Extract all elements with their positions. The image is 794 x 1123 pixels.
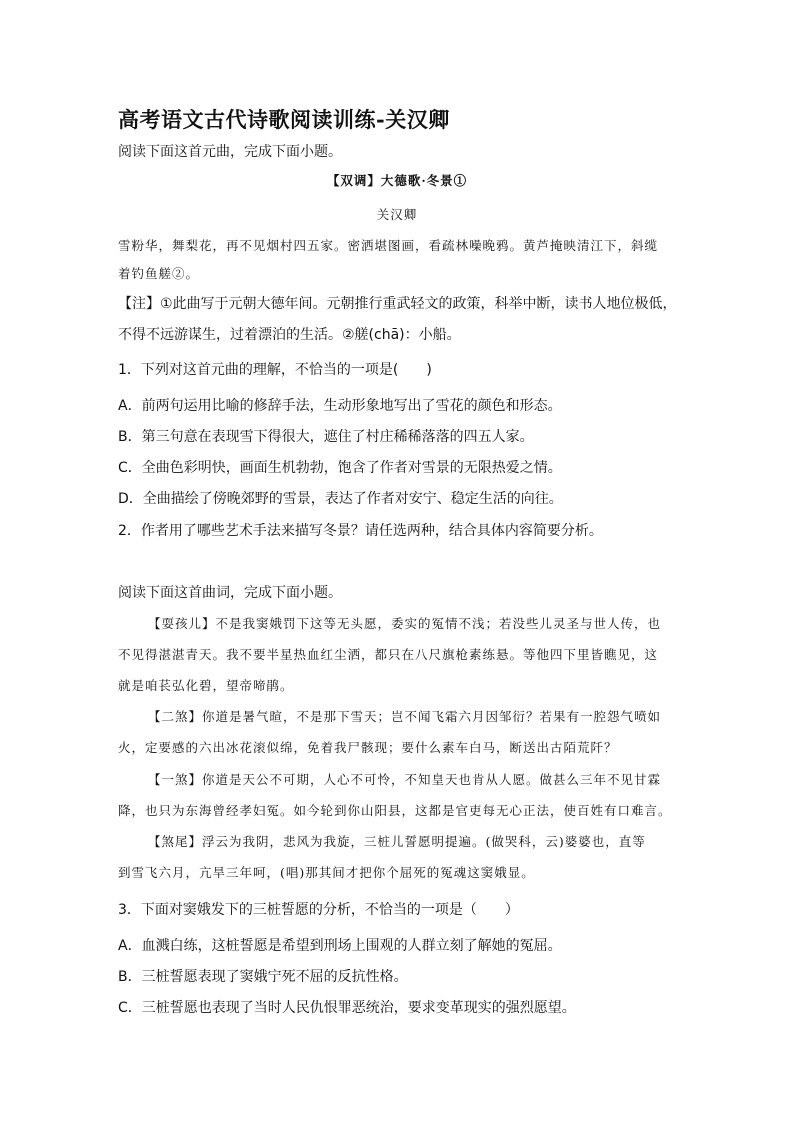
page-title: 高考语文古代诗歌阅读训练-关汉卿: [118, 107, 450, 132]
question-1-option-c: C．全曲色彩明快，画面生机勃勃，饱含了作者对雪景的无限热爱之情。: [118, 460, 562, 476]
section2-instruction: 阅读下面这首曲词，完成下面小题。: [118, 585, 342, 601]
question-1-option-a: A．前两句运用比喻的修辞手法，生动形象地写出了雪花的颜色和形态。: [118, 398, 562, 414]
question-3-option-c: C．三桩誓愿也表现了当时人民仇恨罪恶统治，要求变革现实的强烈愿望。: [118, 1000, 576, 1016]
passage-line: 【二煞】你道是暑气暄，不是那下雪天；岂不闻飞霜六月因邹衍？若果有一腔怨气喷如: [148, 709, 662, 724]
note-line: 【注】①此曲写于元朝大德年间。元朝推行重武轻文的政策，科举中断，读书人地位极低，: [118, 296, 677, 312]
question-3-option-b: B．三桩誓愿表现了窦娥宁死不屈的反抗性格。: [118, 969, 408, 985]
poem-title: 【双调】大德歌·冬景①: [326, 173, 468, 188]
question-1-option-d: D．全曲描绘了傍晚郊野的雪景，表达了作者对安宁、稳定生活的向往。: [118, 491, 563, 507]
note-line: 不得不远游谋生，过着漂泊的生活。②艖(chā)：小船。: [118, 327, 461, 343]
passage-line: 【一煞】你道是天公不可期，人心不可怜，不知皇天也肯从人愿。做甚么三年不见甘霖: [148, 772, 662, 787]
passage-line: 降，也只为东海曾经孝妇冤。如今轮到你山阳县，这都是官吏每无心正法，使百姓有口难言。: [118, 803, 672, 818]
question-2-stem: 2．作者用了哪些艺术手法来描写冬景？请任选两种，结合具体内容简要分析。: [118, 523, 603, 539]
question-1-option-b: B．第三句意在表现雪下得很大，遮住了村庄稀稀落落的四五人家。: [118, 429, 534, 445]
passage-line: 就是咱苌弘化碧，望帝啼鹃。: [118, 678, 294, 693]
passage-line: 火，定要感的六出冰花滚似绵，免着我尸骸现；要什么素车白马，断送出古陌荒阡？: [118, 740, 618, 755]
passage-line: 到雪飞六月，亢旱三年呵，(唱)那其间才把你个屈死的冤魂这窦娥显。: [118, 865, 535, 880]
poem-author: 关汉卿: [376, 207, 418, 222]
poem-line: 着钓鱼艖②。: [118, 266, 200, 281]
passage-line: 【煞尾】浮云为我阴，悲风为我旋，三桩儿誓愿明提遍。(做哭科，云)婆婆也，直等: [148, 834, 646, 849]
passage-line: 不见得湛湛青天。我不要半星热血红尘洒，都只在八尺旗枪素练悬。等他四下里皆瞧见，这: [118, 647, 659, 662]
question-3-stem: 3．下面对窦娥发下的三桩誓愿的分析，不恰当的一项是（ ）: [118, 902, 519, 918]
question-1-stem: 1．下列对这首元曲的理解，不恰当的一项是( ): [118, 362, 432, 378]
passage-line: 【耍孩儿】不是我窦娥罚下这等无头愿，委实的冤情不浅；若没些儿灵圣与世人传，也: [148, 616, 662, 631]
poem-line: 雪粉华，舞梨花，再不见烟村四五家。密洒堪图画，看疏林噪晚鸦。黄芦掩映清江下，斜缆: [118, 238, 659, 253]
question-3-option-a: A．血溅白练，这桩誓愿是希望到刑场上围观的人群立刻了解她的冤屈。: [118, 938, 562, 954]
section1-instruction: 阅读下面这首元曲，完成下面小题。: [118, 144, 342, 160]
